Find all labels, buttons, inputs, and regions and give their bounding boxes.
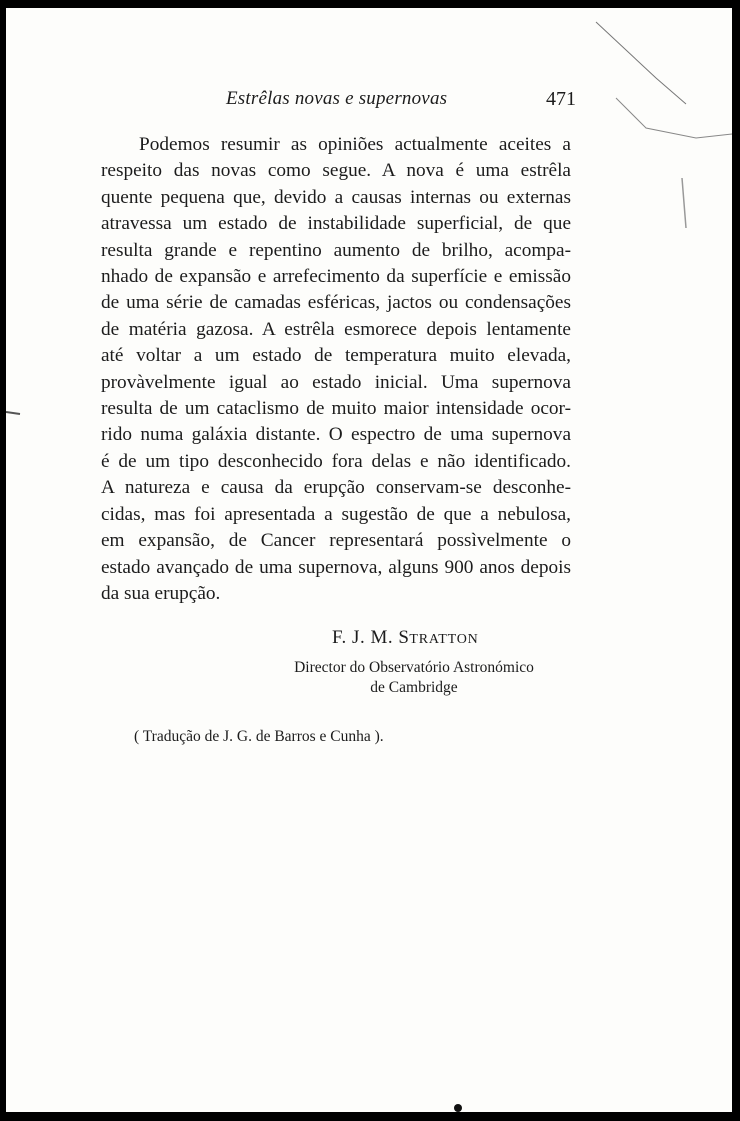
bottom-edge-dot — [454, 1104, 462, 1112]
text-line: resulta de um cataclismo de muito maior intensidade ocor- — [101, 398, 571, 420]
text-line: A natureza e causa da erupção conservam-se desconhe- — [101, 477, 571, 499]
text-line: quente pequena que, devido a causas internas ou externas — [101, 186, 571, 208]
translation-note: ( Tradução de J. G. de Barros e Cunha ). — [134, 728, 384, 745]
text-line: da sua erupção. — [101, 582, 221, 604]
author-surname-rest: TRATTON — [409, 632, 479, 647]
text-line: estado avançado de uma supernova, alguns 900 anos depois — [101, 556, 571, 578]
text-line: resulta grande e repentino aumento de brilho, acompa- — [101, 239, 571, 261]
text-line: provàvelmente igual ao estado inicial. Uma supernova — [101, 371, 571, 393]
left-edge-tick — [6, 412, 20, 414]
body-paragraph — [101, 132, 571, 607]
text-line: de matéria gazosa. A estrêla esmorece depois lentamente — [101, 318, 571, 340]
affiliation-line: de Cambridge — [370, 679, 458, 696]
author-initials: F. J. M. — [332, 627, 394, 648]
text-line: rido numa galáxia distante. O espectro de uma supernova — [101, 424, 571, 446]
author-signature — [332, 627, 479, 649]
corner-fold-line — [596, 22, 686, 104]
document-page — [6, 8, 732, 1112]
text-line: cidas, mas foi apresentada a sugestão de que a nebulosa, — [101, 503, 571, 525]
affiliation-line: Director do Observatório Astronómico — [294, 659, 534, 676]
author-surname-initial: S — [398, 627, 410, 648]
text-line: é de um tipo desconhecido fora delas e não identificado. — [101, 450, 571, 472]
author-affiliation — [272, 658, 556, 698]
text-line: respeito das novas como segue. A nova é uma estrêla — [101, 160, 571, 182]
text-line: atravessa um estado de instabilidade superficial, de que — [101, 213, 571, 235]
page-number: 471 — [546, 88, 576, 110]
corner-fold-line-2 — [616, 98, 732, 138]
text-line: em expansão, de Cancer representará possìvelmente o — [101, 530, 571, 552]
text-line: de uma série de camadas esféricas, jactos ou condensações — [101, 292, 571, 314]
right-edge-shadow — [682, 178, 686, 228]
running-head-title: Estrêlas novas e supernovas — [226, 88, 448, 109]
text-line: Podemos resumir as opiniões actualmente aceites a — [139, 134, 571, 155]
text-line: até voltar a um estado de temperatura muito elevada, — [101, 345, 571, 367]
text-line: nhado de expansão e arrefecimento da superfície e emissão — [101, 266, 571, 288]
